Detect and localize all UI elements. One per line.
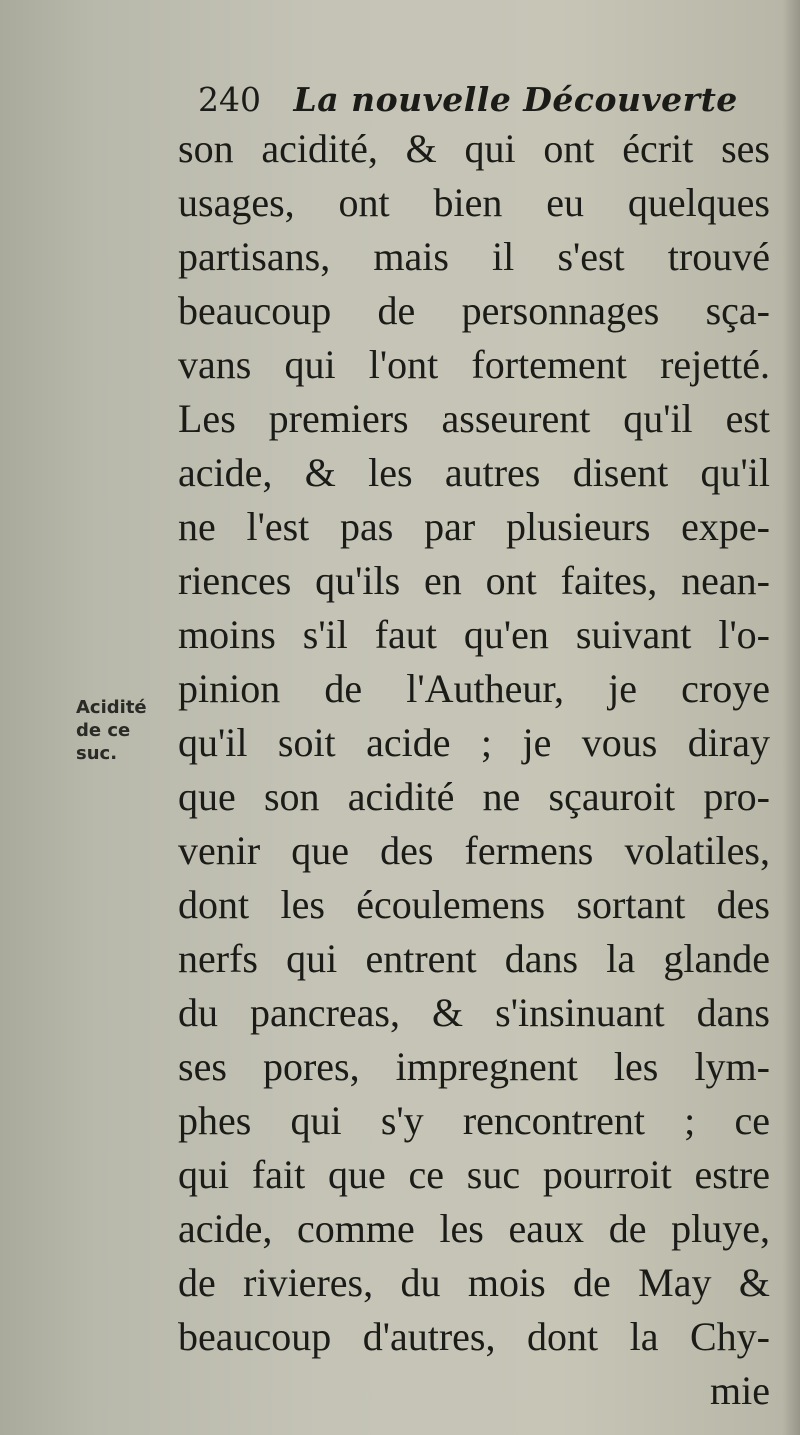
running-title: La nouvelle Découverte bbox=[293, 80, 738, 119]
text-line: moins s'il faut qu'en suivant l'o- bbox=[178, 612, 770, 657]
text-line: son acidité, & qui ont écrit ses bbox=[178, 126, 770, 171]
text-line: ses pores, impregnent les lym- bbox=[178, 1044, 770, 1089]
text-line: du pancreas, & s'insinuant dans bbox=[178, 990, 770, 1035]
text-line: acide, & les autres disent qu'il bbox=[178, 450, 770, 495]
text-line: vans qui l'ont fortement rejetté. bbox=[178, 342, 770, 387]
margin-note-line: Acidité bbox=[76, 697, 147, 718]
margin-note-line: suc. bbox=[76, 743, 118, 764]
text-line: Les premiers asseurent qu'il est bbox=[178, 396, 770, 441]
text-line: beaucoup d'autres, dont la Chy- bbox=[178, 1314, 770, 1359]
text-line: acide, comme les eaux de pluye, bbox=[178, 1206, 770, 1251]
page-header bbox=[198, 78, 768, 122]
text-line: pinion de l'Autheur, je croye bbox=[178, 666, 770, 711]
text-line: qui fait que ce suc pourroit estre bbox=[178, 1152, 770, 1197]
text-line: nerfs qui entrent dans la glande bbox=[178, 936, 770, 981]
catchword: mie bbox=[710, 1368, 770, 1413]
text-line: partisans, mais il s'est trouvé bbox=[178, 234, 770, 279]
body-text bbox=[178, 122, 770, 1418]
text-line: que son acidité ne sçauroit pro- bbox=[178, 774, 770, 819]
text-line: de rivieres, du mois de May & bbox=[178, 1260, 770, 1305]
margin-note bbox=[76, 696, 156, 765]
text-line: qu'il soit acide ; je vous diray bbox=[178, 720, 770, 765]
text-line: beaucoup de personnages sça- bbox=[178, 288, 770, 333]
page-number: 240 bbox=[198, 80, 261, 119]
text-line: riences qu'ils en ont faites, nean- bbox=[178, 558, 770, 603]
text-line: usages, ont bien eu quelques bbox=[178, 180, 770, 225]
margin-note-line: de ce bbox=[76, 720, 131, 741]
text-line: venir que des fermens volatiles, bbox=[178, 828, 770, 873]
text-line: ne l'est pas par plusieurs expe- bbox=[178, 504, 770, 549]
text-line: phes qui s'y rencontrent ; ce bbox=[178, 1098, 770, 1143]
text-line: dont les écoulemens sortant des bbox=[178, 882, 770, 927]
